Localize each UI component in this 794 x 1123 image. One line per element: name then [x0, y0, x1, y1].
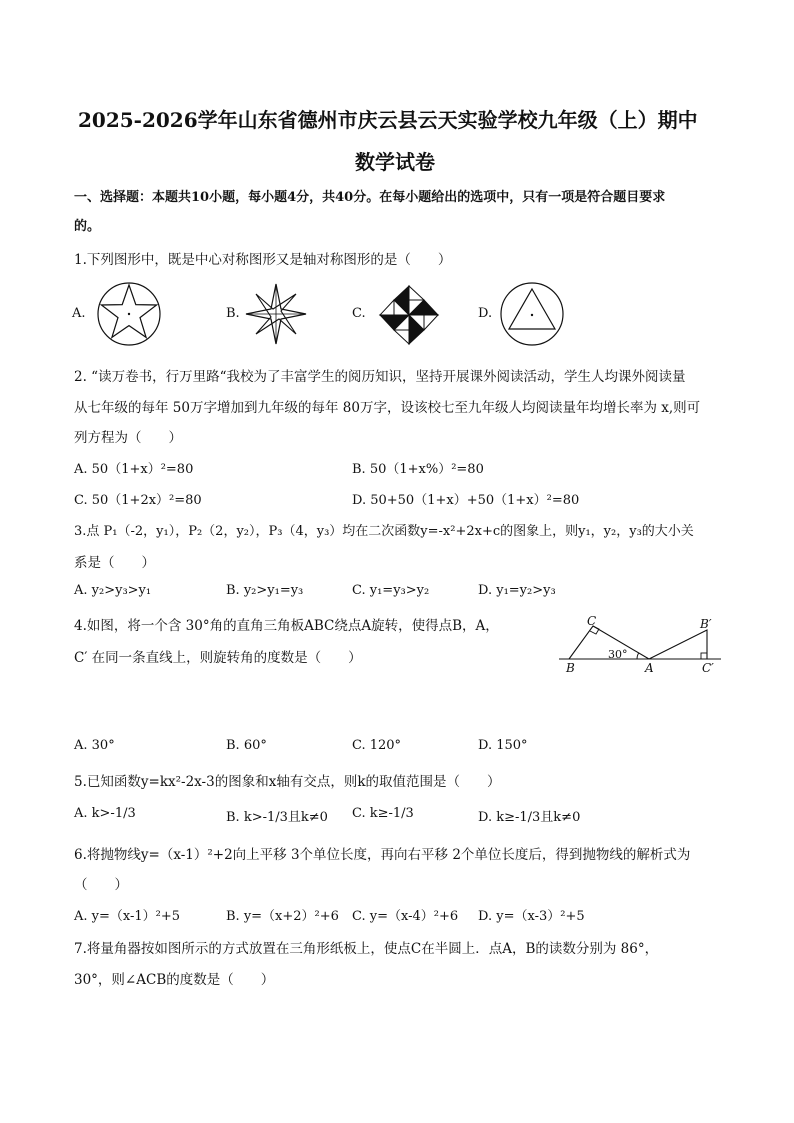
section1-header-line2: 的。 — [74, 219, 101, 234]
q4-label-angle: 30° — [608, 648, 628, 661]
q2-option-c: C. 50（1+2x）²=80 — [74, 493, 202, 508]
q4-line2: C′ 在同一条直线上，则旋转角的度数是（ ） — [74, 650, 362, 666]
q5-stem: 5.已知函数y=kx²-2x-3的图象和x轴有交点，则k的取值范围是（ ） — [74, 774, 501, 790]
q2-option-a: A. 50（1+x）²=80 — [74, 462, 194, 477]
q1-figure-c-pinwheel — [378, 284, 440, 346]
q3-line1: 3.点 P₁（-2，y₁），P₂（2，y₂），P₃（4，y₃）均在二次函数y=-x²+2x+c的图象上，则y₁，y₂，y₃的大小关 — [74, 524, 694, 539]
q2-line1: 2. “读万卷书，行万里路“我校为了丰富学生的阅历知识，坚持开展课外阅读活动，学生人均课外阅读量 — [74, 369, 686, 385]
exam-title-line1: 2025-2026学年山东省德州市庆云县云天实验学校九年级（上）期中 — [78, 108, 698, 132]
q6-option-c: C. y=（x-4）²+6 — [352, 909, 459, 924]
q2-option-b: B. 50（1+x%）²=80 — [352, 462, 484, 477]
q7-line1: 7.将量角器按如图所示的方式放置在三角形纸板上，使点C在半圆上．点A，B的读数分别为 86°， — [74, 941, 659, 957]
q5-option-a: A. k>-1/3 — [74, 806, 136, 821]
q3-option-c: C. y₁=y₃>y₂ — [352, 583, 430, 598]
q4-option-d: D. 150° — [478, 738, 528, 753]
q6-option-a: A. y=（x-1）²+5 — [74, 909, 181, 924]
q4-label-b-prime: B′ — [700, 617, 712, 631]
q1-figure-a-circle-star — [96, 281, 162, 347]
q1-label-d: D. — [478, 306, 493, 321]
q4-label-b: B — [566, 661, 575, 675]
q3-line2: 系是（ ） — [74, 555, 155, 571]
q6-option-d: D. y=（x-3）²+5 — [478, 909, 585, 924]
exam-title-line2: 数学试卷 — [355, 150, 435, 174]
q4-option-a: A. 30° — [74, 738, 115, 753]
q1-label-a: A. — [72, 306, 86, 321]
q6-line1: 6.将抛物线y=（x-1）²+2向上平移 3个单位长度，再向右平移 2个单位长度后，得到抛物线的解析式为 — [74, 847, 691, 863]
q1-stem: 1.下列图形中，既是中心对称图形又是轴对称图形的是（ ） — [74, 252, 452, 268]
q1-label-b: B. — [226, 306, 240, 321]
q2-line3: 列方程为（ ） — [74, 430, 182, 446]
q2-option-d: D. 50+50（1+x）+50（1+x）²=80 — [352, 493, 580, 508]
q1-label-c: C. — [352, 306, 366, 321]
q7-line2: 30°，则∠ACB的度数是（ ） — [74, 972, 275, 988]
q3-option-d: D. y₁=y₂>y₃ — [478, 583, 556, 598]
q6-line2: （ ） — [74, 877, 128, 893]
q4-option-b: B. 60° — [226, 738, 267, 753]
q4-line1: 4.如图，将一个含 30°角的直角三角板ABC绕点A旋转，使得点B，A， — [74, 618, 499, 634]
q5-option-c: C. k≥-1/3 — [352, 806, 414, 821]
q2-line2: 从七年级的每年 50万字增加到九年级的每年 80万字，设该校七至九年级人均阅读量年均增长率为 x,则可 — [74, 400, 701, 416]
q5-option-b: B. k>-1/3且k≠0 — [226, 810, 328, 825]
q4-label-a: A — [645, 661, 654, 675]
q4-label-c: C — [587, 614, 597, 628]
section1-header-line1: 一、选择题：本题共10小题，每小题4分，共40分。在每小题给出的选项中，只有一项是符合题目要求 — [74, 190, 666, 205]
q4-label-c-prime: C′ — [702, 661, 714, 675]
q5-option-d: D. k≥-1/3且k≠0 — [478, 810, 581, 825]
q4-option-c: C. 120° — [352, 738, 402, 753]
q3-option-a: A. y₂>y₃>y₁ — [74, 583, 152, 598]
q3-option-b: B. y₂>y₁=y₃ — [226, 583, 304, 598]
q1-figure-d-circle-triangle — [499, 281, 565, 347]
q1-figure-b-eight-point-star — [244, 282, 308, 346]
q6-option-b: B. y=（x+2）²+6 — [226, 909, 339, 924]
